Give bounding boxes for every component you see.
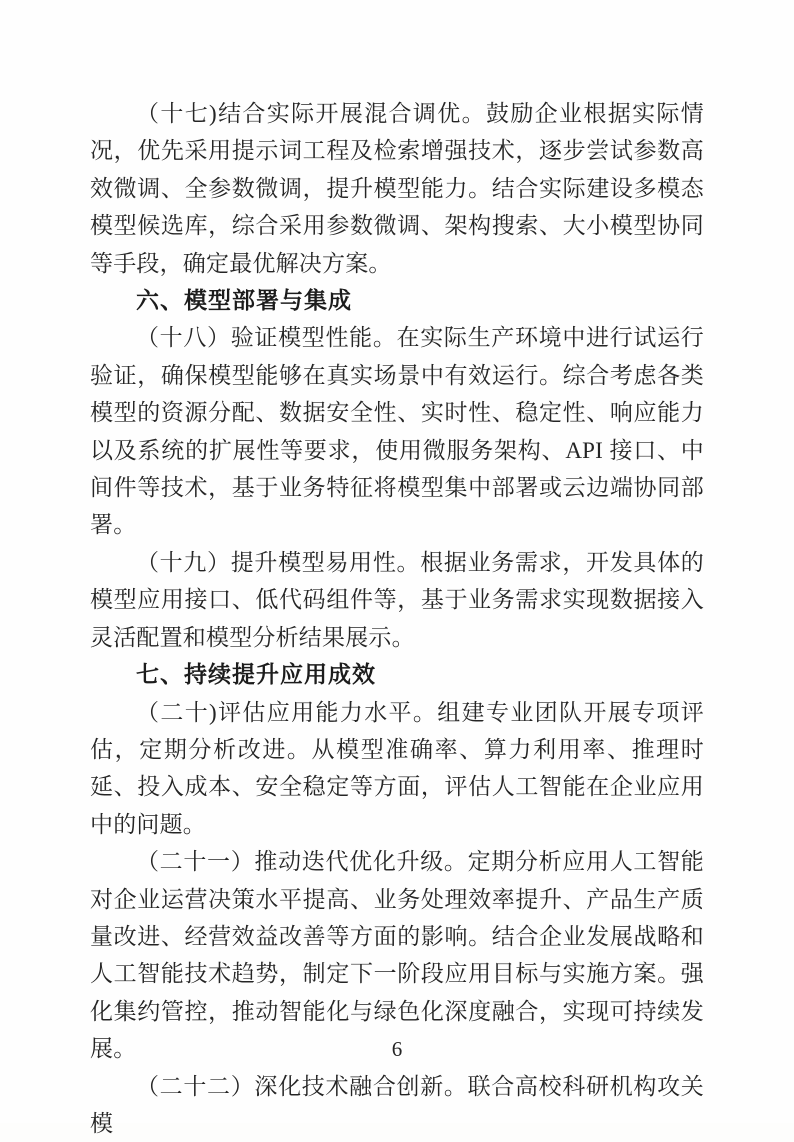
paragraph-item-19: （十九）提升模型易用性。根据业务需求，开发具体的模型应用接口、低代码组件等，基于业务需求实现数据接入灵活配置和模型分析结果展示。 xyxy=(90,549,704,650)
document-body xyxy=(90,95,704,1142)
section-heading-7-application-effect: 七、持续提升应用成效 xyxy=(136,661,376,688)
page-number: 6 xyxy=(391,1037,403,1061)
section-heading-6-model-deployment: 六、模型部署与集成 xyxy=(136,287,352,314)
page-footer xyxy=(0,1037,794,1062)
paragraph-item-18: （十八）验证模型性能。在实际生产环境中进行试运行验证，确保模型能够在真实场景中有效运行。综合考虑各类模型的资源分配、数据安全性、实时性、稳定性、响应能力以及系统的扩展性等要求，使用微服务架构、API 接口、中间件等技术，基于业务特征将模型集中部署或云边端协同部署。 xyxy=(90,325,704,538)
paragraph-item-20: （二十)评估应用能力水平。组建专业团队开展专项评估，定期分析改进。从模型准确率、算力利用率、推理时延、投入成本、安全稳定等方面，评估人工智能在企业应用中的问题。 xyxy=(90,699,704,837)
paragraph-item-17: （十七)结合实际开展混合调优。鼓励企业根据实际情况，优先采用提示词工程及检索增强技术，逐步尝试参数高效微调、全参数微调，提升模型能力。结合实际建设多模态模型候选库，综合采用参数微调、架构搜索、大小模型协同等手段，确定最优解决方案。 xyxy=(90,101,704,276)
paragraph-item-22: （二十二）深化技术融合创新。联合高校科研机构攻关模 xyxy=(90,1073,704,1136)
paragraph-item-21: （二十一）推动迭代优化升级。定期分析应用人工智能对企业运营决策水平提高、业务处理效率提升、产品生产质量改进、经营效益改善等方面的影响。结合企业发展战略和人工智能技术趋势，制定下一阶段应用目标与实施方案。强化集约管控，推动智能化与绿色化深度融合，实现可持续发展。 xyxy=(90,849,704,1062)
